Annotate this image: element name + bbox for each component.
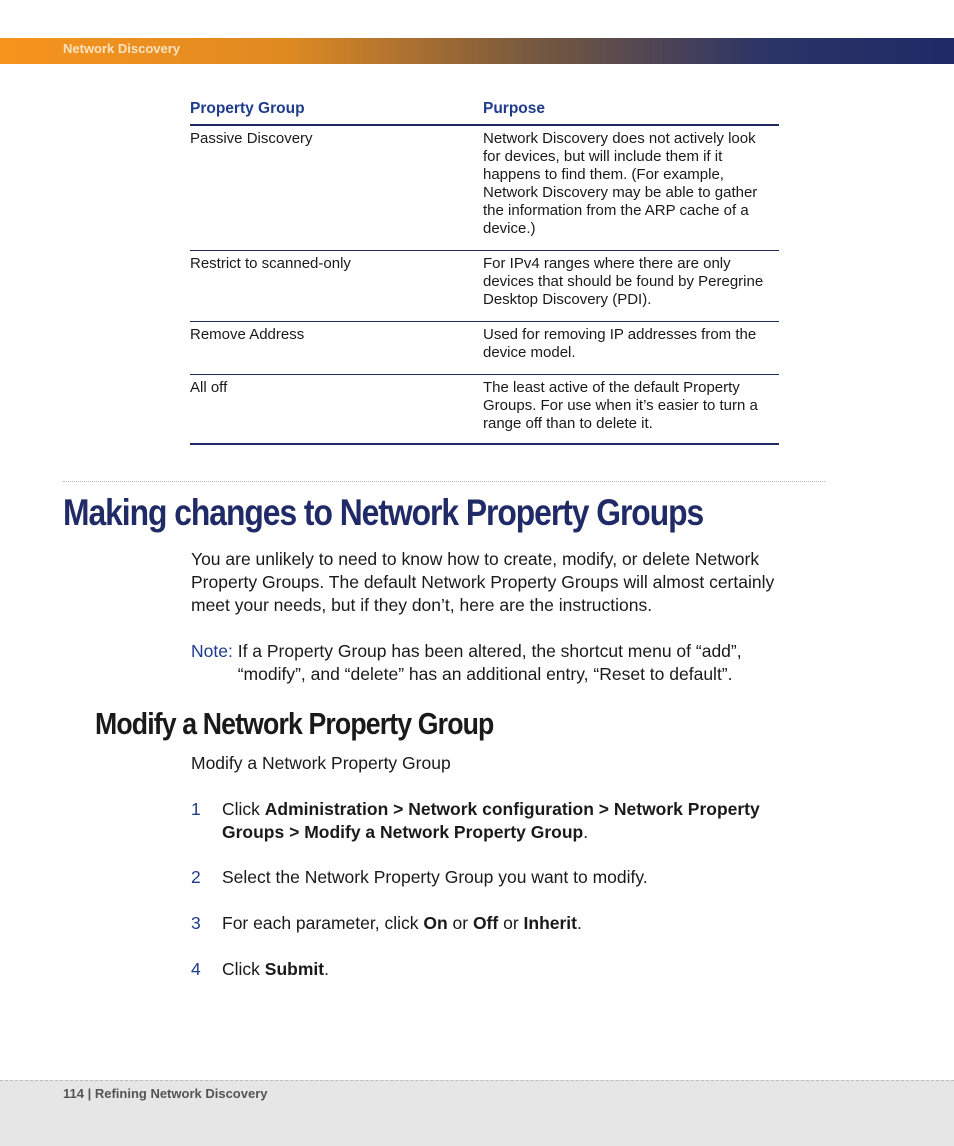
step-item: [191, 798, 791, 844]
intro-paragraph: You are unlikely to need to know how to create, modify, or delete Network Property Groups. The default Network Property Groups will almost certainly meet your needs, but if they don’t, here are the instructions.: [191, 549, 775, 615]
step-text-plain: For each parameter, click: [222, 913, 424, 933]
step-item: [191, 958, 791, 981]
step-text-plain: or: [447, 913, 473, 933]
column-header-property-group: Property Group: [190, 96, 483, 125]
ui-term-modify-group: Modify a Network Property Group: [304, 822, 584, 842]
cell-purpose: For IPv4 ranges where there are only devices that should be found by Peregrine Desktop Discovery (PDI).: [483, 251, 779, 322]
step-number: 1: [191, 799, 201, 819]
ui-term-network-property-groups: Network Property Groups: [222, 799, 760, 842]
step-item: [191, 866, 791, 889]
table-row: [190, 375, 779, 445]
table-row: [190, 322, 779, 375]
step-text: [222, 958, 791, 981]
table-row: [190, 125, 779, 251]
ui-term-off: Off: [472, 913, 499, 933]
step-text-plain: .: [324, 959, 329, 979]
page-footer: [0, 1080, 954, 1146]
table-header-row: [190, 96, 779, 125]
cell-property-group: Passive Discovery: [190, 125, 483, 251]
note-block: [191, 640, 811, 686]
section-divider: [63, 481, 825, 482]
note-text: If a Property Group has been altered, the shortcut menu of “add”, “modify”, and “delete” has an additional entry, “Reset to default”.: [237, 641, 742, 684]
step-text-plain: .: [577, 913, 582, 933]
step-text: [222, 798, 791, 844]
step-text-plain: .: [583, 822, 589, 842]
step-number: 4: [191, 959, 201, 979]
ui-term-administration: Administration: [264, 799, 389, 819]
breadcrumb-separator: >: [388, 799, 409, 819]
step-text-plain: Click: [222, 799, 265, 819]
column-header-purpose: Purpose: [483, 96, 779, 125]
ui-term-inherit: Inherit: [523, 913, 577, 933]
step-number: 2: [191, 867, 201, 887]
step-text-plain: or: [498, 913, 524, 933]
breadcrumb-separator: >: [593, 799, 614, 819]
table-row: [190, 251, 779, 322]
cell-purpose: The least active of the default Property Groups. For use when it’s easier to turn a range off than to delete it.: [483, 375, 779, 445]
breadcrumb-separator: >: [284, 822, 305, 842]
ui-term-submit: Submit: [264, 959, 325, 979]
subsection-heading: Modify a Network Property Group: [95, 706, 494, 741]
cell-purpose: Used for removing IP addresses from the device model.: [483, 322, 779, 375]
property-group-table: [190, 96, 779, 445]
header-band: [0, 38, 954, 64]
subsection-lead: Modify a Network Property Group: [191, 753, 451, 773]
cell-purpose: Network Discovery does not actively look for devices, but will include them if it happens to find them. (For example, Network Discovery may be able to gather the information from the ARP cache of a device.): [483, 125, 779, 251]
ui-term-on: On: [423, 913, 448, 933]
cell-property-group: Restrict to scanned-only: [190, 251, 483, 322]
step-text: Select the Network Property Group you want to modify.: [222, 867, 648, 887]
step-text: [222, 912, 791, 935]
cell-property-group: Remove Address: [190, 322, 483, 375]
ui-term-network-configuration: Network configuration: [408, 799, 594, 819]
running-header-title: Network Discovery: [63, 41, 181, 56]
section-heading: Making changes to Network Property Groups: [63, 492, 704, 533]
step-text-plain: Click: [222, 959, 265, 979]
step-number: 3: [191, 913, 201, 933]
note-label: Note:: [191, 641, 233, 661]
footer-page-label: 114 | Refining Network Discovery: [63, 1086, 268, 1101]
cell-property-group: All off: [190, 375, 483, 445]
step-item: [191, 912, 791, 935]
